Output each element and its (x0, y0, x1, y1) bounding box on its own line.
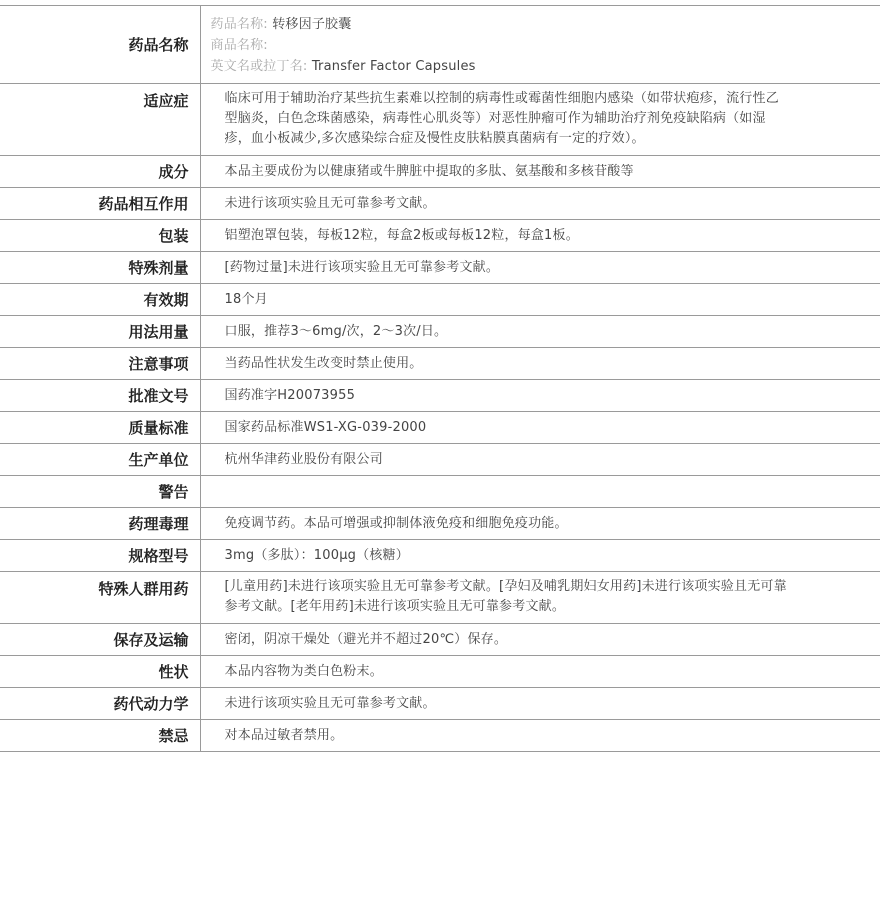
value-specification: 3mg（多肽）：100μg（核糖） (200, 540, 880, 572)
label-dosage: 用法用量 (0, 316, 200, 348)
row-overdose (0, 252, 880, 284)
value-approval-number: 国药准字H20073955 (200, 380, 880, 412)
trade-name-label: 商品名称: (210, 38, 268, 53)
value-indication: 临床可用于辅助治疗某些抗生素难以控制的病毒性或霉菌性细胞内感染（如带状疱疹，流行性乙型脑炎，白色念珠菌感染，病毒性心肌炎等）对恶性肿瘤可作为辅助治疗剂免疫缺陷病（如湿疹，血小板减少,多次感染综合症及慢性皮肤粘膜真菌病有一定的疗效）。 (200, 84, 880, 156)
label-pharmacology: 药理毒理 (0, 508, 200, 540)
row-manufacturer (0, 444, 880, 476)
row-approval-number (0, 380, 880, 412)
label-ingredients: 成分 (0, 156, 200, 188)
value-drug-name (200, 6, 880, 84)
generic-name-line (211, 14, 791, 35)
value-storage: 密闭，阴凉干燥处（避光并不超过20℃）保存。 (200, 624, 880, 656)
trade-name-line (211, 35, 791, 56)
row-specification (0, 540, 880, 572)
row-dosage (0, 316, 880, 348)
label-specification: 规格型号 (0, 540, 200, 572)
row-quality-standard (0, 412, 880, 444)
generic-name-label: 药品名称: (210, 17, 268, 32)
label-drug-name: 药品名称 (0, 6, 200, 84)
label-shelf-life: 有效期 (0, 284, 200, 316)
row-drug-name (0, 6, 880, 84)
generic-name-value: 转移因子胶囊 (272, 17, 352, 32)
row-warning (0, 476, 880, 508)
label-appearance: 性状 (0, 656, 200, 688)
label-contraindications: 禁忌 (0, 720, 200, 752)
value-appearance: 本品内容物为类白色粉末。 (200, 656, 880, 688)
value-special-populations: [儿童用药]未进行该项实验且无可靠参考文献。[孕妇及哺乳期妇女用药]未进行该项实验且无可靠参考文献。[老年用药]未进行该项实验且无可靠参考文献。 (200, 572, 880, 624)
row-packaging (0, 220, 880, 252)
english-name-line (211, 56, 791, 77)
value-packaging: 铝塑泡罩包装，每板12粒，每盒2板或每板12粒，每盒1板。 (200, 220, 880, 252)
drug-info-table (0, 5, 880, 752)
value-ingredients: 本品主要成份为以健康猪或牛脾脏中提取的多肽、氨基酸和多核苷酸等 (200, 156, 880, 188)
label-manufacturer: 生产单位 (0, 444, 200, 476)
label-indication: 适应症 (0, 84, 200, 156)
label-quality-standard: 质量标准 (0, 412, 200, 444)
label-overdose: 特殊剂量 (0, 252, 200, 284)
row-storage (0, 624, 880, 656)
value-dosage: 口服，推荐3～6mg/次，2～3次/日。 (200, 316, 880, 348)
value-contraindications: 对本品过敏者禁用。 (200, 720, 880, 752)
row-indication (0, 84, 880, 156)
label-storage: 保存及运输 (0, 624, 200, 656)
row-precautions (0, 348, 880, 380)
value-overdose: [药物过量]未进行该项实验且无可靠参考文献。 (200, 252, 880, 284)
label-pharmacokinetics: 药代动力学 (0, 688, 200, 720)
label-interactions: 药品相互作用 (0, 188, 200, 220)
label-warning: 警告 (0, 476, 200, 508)
value-shelf-life: 18个月 (200, 284, 880, 316)
row-appearance (0, 656, 880, 688)
row-special-populations (0, 572, 880, 624)
value-warning (200, 476, 880, 508)
row-shelf-life (0, 284, 880, 316)
label-packaging: 包装 (0, 220, 200, 252)
label-precautions: 注意事项 (0, 348, 200, 380)
value-precautions: 当药品性状发生改变时禁止使用。 (200, 348, 880, 380)
value-manufacturer: 杭州华津药业股份有限公司 (200, 444, 880, 476)
english-name-value: Transfer Factor Capsules (311, 59, 476, 74)
value-interactions: 未进行该项实验且无可靠参考文献。 (200, 188, 880, 220)
value-pharmacokinetics: 未进行该项实验且无可靠参考文献。 (200, 688, 880, 720)
value-pharmacology: 免疫调节药。本品可增强或抑制体液免疫和细胞免疫功能。 (200, 508, 880, 540)
label-approval-number: 批准文号 (0, 380, 200, 412)
value-quality-standard: 国家药品标准WS1-XG-039-2000 (200, 412, 880, 444)
row-ingredients (0, 156, 880, 188)
label-special-populations: 特殊人群用药 (0, 572, 200, 624)
english-name-label: 英文名或拉丁名: (210, 59, 308, 74)
row-interactions (0, 188, 880, 220)
row-pharmacokinetics (0, 688, 880, 720)
row-contraindications (0, 720, 880, 752)
row-pharmacology (0, 508, 880, 540)
